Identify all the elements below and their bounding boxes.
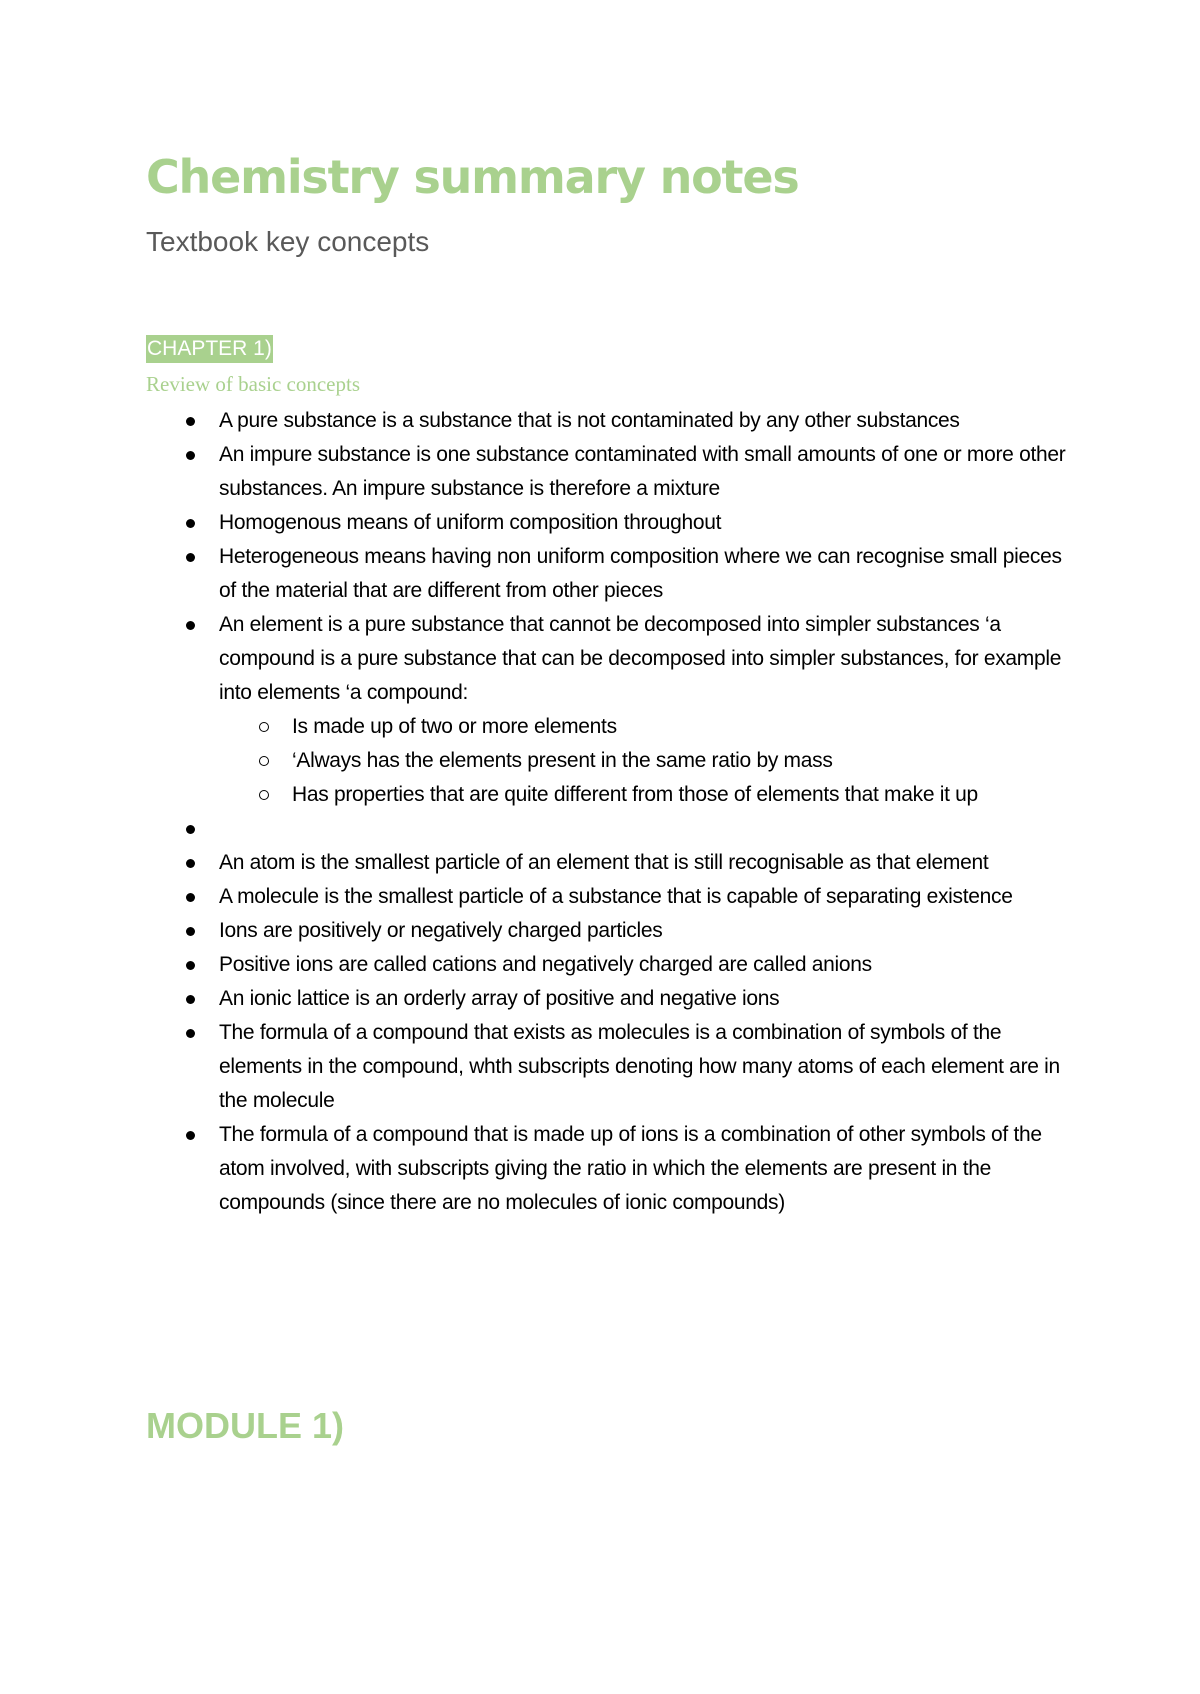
bullet-icon (186, 893, 195, 902)
list-item-text: An element is a pure substance that cannot be decomposed into simpler substances ‘a compound is a pure substance that can be decomposed into simpler substances, for example into elements ‘a compound: (219, 613, 1062, 704)
list-item-text: The formula of a compound that exists as molecules is a combination of symbols of the elements in the compound, whth subscripts denoting how many atoms of each element are in the molecule (219, 1021, 1060, 1112)
bullet-list (146, 404, 1076, 1220)
list-item-text: An impure substance is one substance contaminated with small amounts of one or more other substances. An impure substance is therefore a mixture (219, 443, 1066, 500)
list-item-text: An ionic lattice is an orderly array of positive and negative ions (219, 987, 780, 1010)
sub-list-item-text: ‘Always has the elements present in the same ratio by mass (292, 749, 833, 772)
list-item-text: A pure substance is a substance that is not contaminated by any other substances (219, 409, 960, 432)
sub-list-item-text: Is made up of two or more elements (292, 715, 617, 738)
bullet-icon (186, 1029, 195, 1038)
sub-bullet-list (219, 710, 1076, 812)
list-item-text: Heterogeneous means having non uniform composition where we can recognise small pieces of the material that are different from other pieces (219, 545, 1062, 602)
list-item (146, 982, 1076, 1016)
sub-bullet-icon (259, 722, 269, 732)
list-item-text: Positive ions are called cations and negatively charged are called anions (219, 953, 872, 976)
bullet-icon (186, 417, 195, 426)
bullet-icon (186, 1131, 195, 1140)
sub-list-item-text: Has properties that are quite different from those of elements that make it up (292, 783, 978, 806)
list-item-text: A molecule is the smallest particle of a substance that is capable of separating existence (219, 885, 1013, 908)
bullet-icon (186, 451, 195, 460)
sub-list-item (219, 778, 1076, 812)
module-heading: MODULE 1) (146, 1405, 344, 1446)
bullet-icon (186, 995, 195, 1004)
list-item (146, 948, 1076, 982)
list-item-text: Homogenous means of uniform composition throughout (219, 511, 722, 534)
document-subtitle: Textbook key concepts (146, 226, 430, 257)
list-item (146, 608, 1076, 812)
list-item-text (219, 817, 225, 840)
list-item-text: Ions are positively or negatively charged particles (219, 919, 663, 942)
chapter-label: CHAPTER 1) (146, 335, 273, 363)
list-item (146, 540, 1076, 608)
section-heading: Review of basic concepts (146, 372, 361, 396)
bullet-icon (186, 621, 195, 630)
bullet-icon (186, 961, 195, 970)
list-item (146, 1016, 1076, 1118)
list-item (146, 1118, 1076, 1220)
bullet-icon (186, 927, 195, 936)
bullet-icon (186, 859, 195, 868)
bullet-icon (186, 825, 195, 834)
list-item (146, 404, 1076, 438)
bullet-icon (186, 553, 195, 562)
sub-bullet-icon (259, 756, 269, 766)
list-item (146, 438, 1076, 506)
list-item (146, 880, 1076, 914)
document-title: Chemistry summary notes (146, 150, 799, 204)
list-item (146, 914, 1076, 948)
list-item-text: The formula of a compound that is made up of ions is a combination of other symbols of the atom involved, with subscripts giving the ratio in which the elements are present in the compounds (since there are no molecules of ionic compounds) (219, 1123, 1042, 1214)
list-item (146, 846, 1076, 880)
sub-bullet-icon (259, 790, 269, 800)
list-item-text: An atom is the smallest particle of an element that is still recognisable as that element (219, 851, 989, 874)
list-item-empty (146, 812, 1076, 846)
sub-list-item (219, 744, 1076, 778)
list-item (146, 506, 1076, 540)
bullet-icon (186, 519, 195, 528)
sub-list-item (219, 710, 1076, 744)
